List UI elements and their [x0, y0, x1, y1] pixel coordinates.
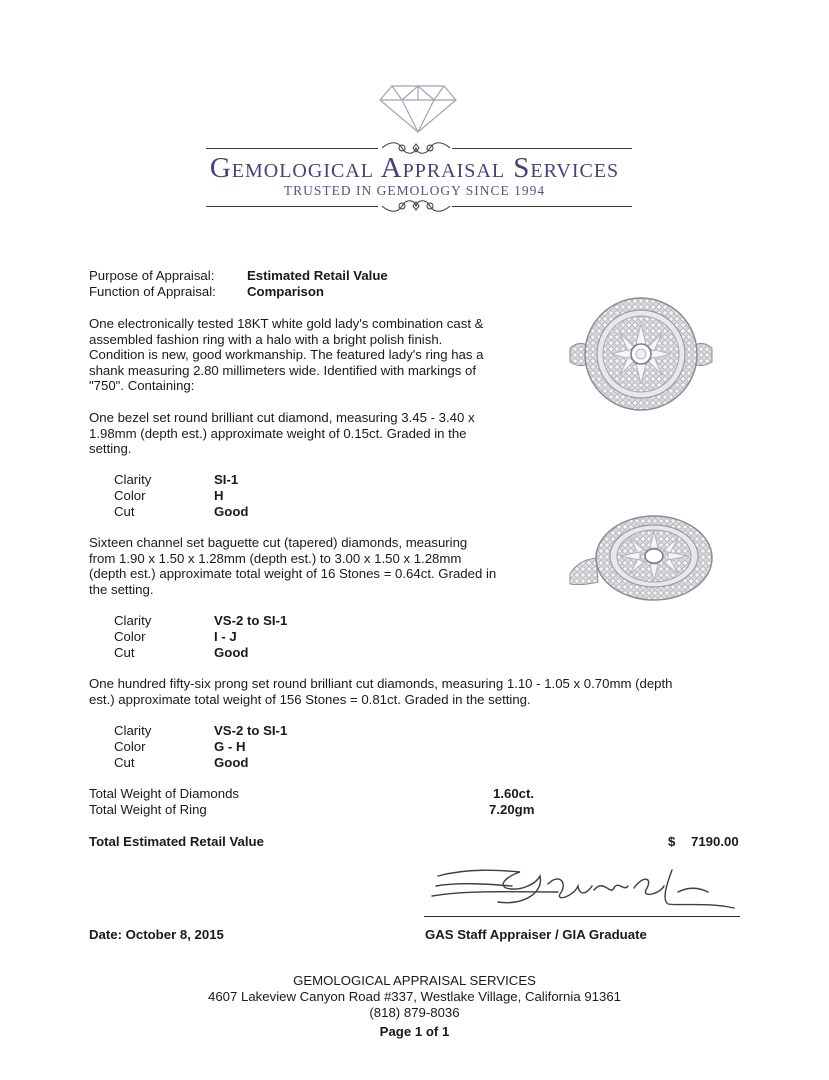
stone-2-clarity-label: Clarity	[114, 613, 152, 628]
function-label: Function of Appraisal:	[89, 284, 216, 299]
footer-company: GEMOLOGICAL APPRAISAL SERVICES	[293, 973, 536, 988]
stone-2-color-label: Color	[114, 629, 146, 644]
stone-1-cut-value: Good	[214, 504, 249, 519]
total-retail-label: Total Estimated Retail Value	[89, 834, 264, 849]
page-number: Page 1 of 1	[379, 1024, 450, 1039]
company-tagline: TRUSTED IN GEMOLOGY SINCE 1994	[283, 183, 546, 198]
total-diamonds-label: Total Weight of Diamonds	[89, 786, 240, 801]
purpose-label: Purpose of Appraisal:	[89, 268, 215, 283]
stone-1-clarity-label: Clarity	[114, 472, 152, 487]
stone-2-description: Sixteen channel set baguette cut (tapered) diamonds, measuring from 1.90 x 1.50 x 1.28mm (depth est.) to 3.00 x 1.50 x 1.28mm (depth est.) approximate total weight of 16 Stones = 0.64ct. Graded in the setting.	[89, 535, 497, 597]
stone-3-clarity-label: Clarity	[114, 723, 152, 738]
stone-1-color-value: H	[214, 488, 224, 503]
stone-3-cut-label: Cut	[114, 755, 135, 770]
company-name: Gemological Appraisal Services	[209, 152, 620, 184]
header-top-rule-right	[452, 148, 632, 149]
signature-line	[424, 916, 740, 917]
appraiser-signature-image	[428, 862, 740, 923]
stone-3-clarity-value: VS-2 to SI-1	[214, 723, 288, 738]
item-description: One electronically tested 18KT white gold lady's combination cast & assembled fashion ring with a halo with a bright polish finish. Condition is new, good workmanship. The featured lady's ring has a shank measuring 2.80 millimeters wide. Identified with markings of "750". Containing:	[89, 316, 484, 394]
stone-2-cut-value: Good	[214, 645, 249, 660]
stone-1-cut-label: Cut	[114, 504, 135, 519]
stone-1-color-label: Color	[114, 488, 146, 503]
ring-angled-view-image	[568, 512, 718, 605]
total-diamonds-value: 1.60ct.	[493, 786, 535, 801]
appraisal-date: Date: October 8, 2015	[89, 927, 224, 942]
stone-3-color-value: G - H	[214, 739, 246, 754]
total-ring-value: 7.20gm	[489, 802, 535, 817]
footer-phone: (818) 879-8036	[369, 1005, 460, 1020]
stone-1-description: One bezel set round brilliant cut diamond, measuring 3.45 - 3.40 x 1.98mm (depth est.) approximate weight of 0.15ct. Graded in the setting.	[89, 410, 475, 457]
footer-address: 4607 Lakeview Canyon Road #337, Westlake Village, California 91361	[208, 989, 621, 1004]
function-value: Comparison	[247, 284, 324, 299]
stone-3-cut-value: Good	[214, 755, 249, 770]
purpose-value: Estimated Retail Value	[247, 268, 388, 283]
total-ring-label: Total Weight of Ring	[89, 802, 207, 817]
appraiser-title: GAS Staff Appraiser / GIA Graduate	[425, 927, 647, 942]
header-bottom-rule-right	[452, 206, 632, 207]
stone-2-cut-label: Cut	[114, 645, 135, 660]
stone-3-color-label: Color	[114, 739, 146, 754]
ring-top-view-image	[566, 292, 716, 420]
stone-1-clarity-value: SI-1	[214, 472, 239, 487]
diamond-logo-icon	[378, 82, 458, 137]
header-top-rule-left	[206, 148, 378, 149]
stone-2-color-value: I - J	[214, 629, 237, 644]
stone-2-clarity-value: VS-2 to SI-1	[214, 613, 288, 628]
total-retail-value: 7190.00	[691, 834, 739, 849]
scroll-ornament-icon	[380, 197, 452, 218]
header-bottom-rule-left	[206, 206, 378, 207]
currency-symbol: $	[668, 834, 676, 849]
stone-3-description: One hundred fifty-six prong set round brilliant cut diamonds, measuring 1.10 - 1.05 x 0.70mm (depth est.) approximate total weight of 156 Stones = 0.81ct. Graded in the setting.	[89, 676, 673, 707]
